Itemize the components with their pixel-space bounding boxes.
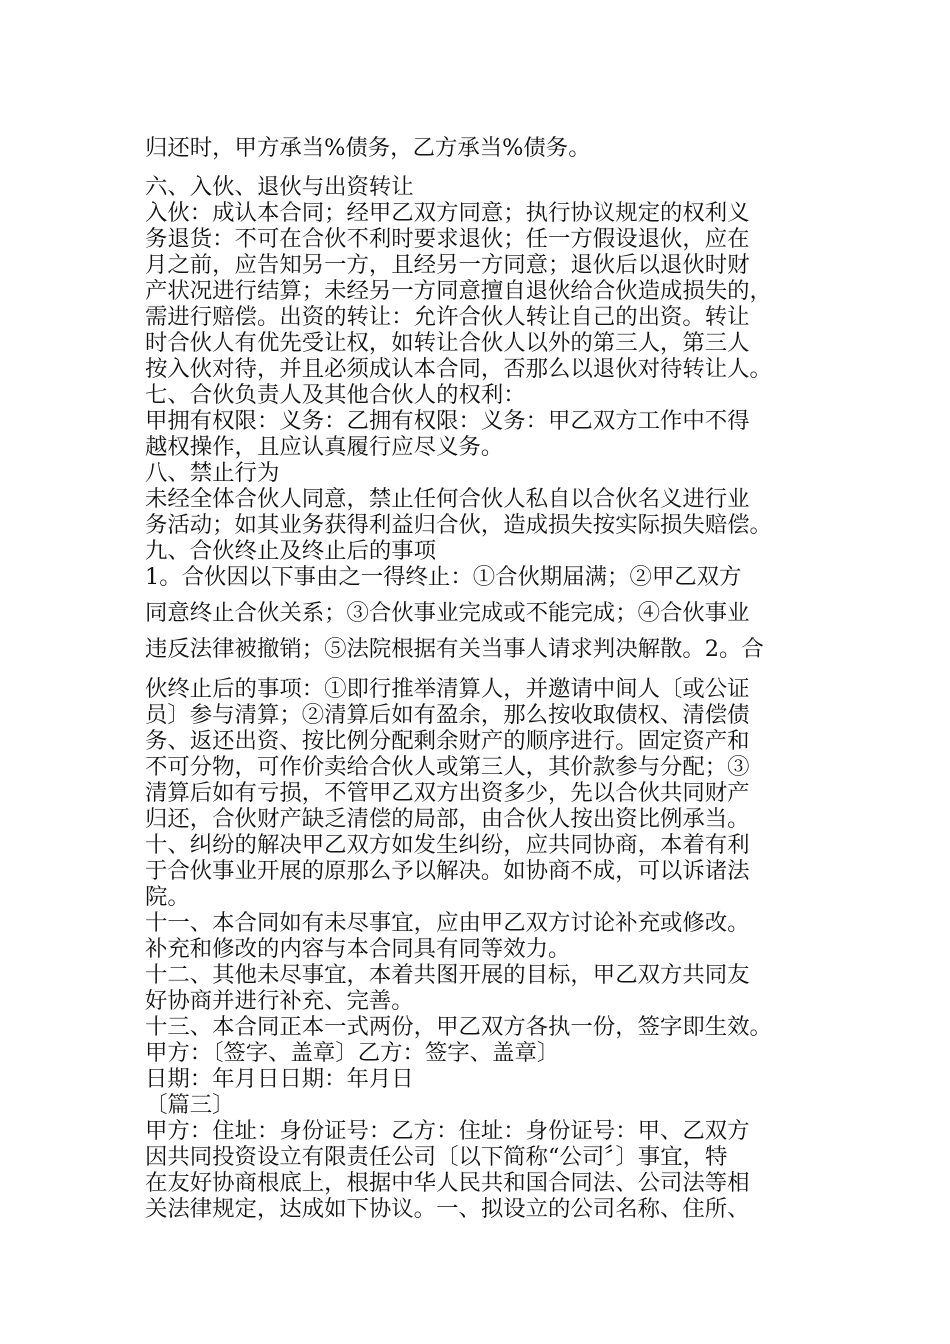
text-line: 务退货：不可在合伙不利时要求退伙；任一方假设退伙，应在 bbox=[145, 226, 750, 252]
text-line: 务、返还出资、按比例分配剩余财产的顺序进行。固定资产和 bbox=[145, 728, 750, 754]
text-line: 月之前，应告知另一方，且经另一方同意；退伙后以退伙时财 bbox=[145, 252, 750, 278]
text-line: 因共同投资设立有限责任公司〔以下简称“公司〞〕事宜，特 bbox=[145, 1144, 728, 1170]
section-heading: 十、纠纷的解决甲乙双方如发生纠纷，应共同协商，本着有利 bbox=[145, 832, 750, 858]
text-line: 院。 bbox=[145, 884, 190, 910]
text-line: 归还，合伙财产缺乏清偿的局部，由合伙人按出资比例承当。 bbox=[145, 806, 750, 832]
section-heading: 八、禁止行为 bbox=[145, 460, 280, 486]
section-heading: 十三、本合同正本一式两份，甲乙双方各执一份，签字即生效。 bbox=[145, 1014, 772, 1040]
signature-line: 甲方：〔签字、盖章〕乙方：签字、盖章〕 bbox=[145, 1040, 560, 1066]
date-line: 日期：年月日日期：年月日 bbox=[145, 1066, 414, 1092]
section-heading: 十一、本合同如有未尽事宜，应由甲乙双方讨论补充或修改。 bbox=[145, 910, 750, 936]
text-line: 入伙：成认本合同；经甲乙双方同意；执行协议规定的权利义 bbox=[145, 200, 750, 226]
part-heading: 〔篇三〕 bbox=[145, 1092, 235, 1118]
text-line: 好协商并进行补充、完善。 bbox=[145, 988, 414, 1014]
text-line: 关法律规定，达成如下协议。一、拟设立的公司名称、住所、 bbox=[145, 1196, 750, 1222]
text-line: 在友好协商根底上，根据中华人民共和国合同法、公司法等相 bbox=[145, 1170, 750, 1196]
section-heading: 十二、其他未尽事宜，本着共图开展的目标，甲乙双方共同友 bbox=[145, 962, 750, 988]
text-line: 于合伙事业开展的原那么予以解决。如协商不成，可以诉诸法 bbox=[145, 858, 750, 884]
text-line: 未经全体合伙人同意，禁止任何合伙人私自以合伙名义进行业 bbox=[145, 486, 750, 512]
text-line: 违反法律被撤销；⑤法院根据有关当事人请求判决解散。2。合 bbox=[145, 636, 764, 662]
text-line: 产状况进行结算；未经另一方同意擅自退伙给合伙造成损失的， bbox=[145, 278, 772, 304]
section-heading: 六、入伙、退伙与出资转让 bbox=[145, 174, 414, 200]
text-line: 务活动；如其业务获得利益归合伙，造成损失按实际损失赔偿。 bbox=[145, 512, 772, 538]
text-line: 1。合伙因以下事由之一得终止：①合伙期届满；②甲乙双方 bbox=[145, 564, 742, 590]
text-line: 越权操作，且应认真履行应尽义务。 bbox=[145, 434, 504, 460]
text-line: 按入伙对待，并且必须成认本合同，否那么以退伙对待转让人。 bbox=[145, 356, 772, 382]
text-line: 甲拥有权限：义务：乙拥有权限：义务：甲乙双方工作中不得 bbox=[145, 408, 750, 434]
text-line: 补充和修改的内容与本合同具有同等效力。 bbox=[145, 936, 571, 962]
text-line: 清算后如有亏损，不管甲乙双方出资多少，先以合伙共同财产 bbox=[145, 780, 750, 806]
text-line: 归还时，甲方承当%债务，乙方承当%债务。 bbox=[145, 135, 591, 161]
text-line: 同意终止合伙关系；③合伙事业完成或不能完成；④合伙事业 bbox=[145, 600, 750, 626]
text-line: 伙终止后的事项：①即行推举清算人，并邀请中间人〔或公证 bbox=[145, 676, 750, 702]
text-line: 时合伙人有优先受让权，如转让合伙人以外的第三人，第三人 bbox=[145, 330, 750, 356]
text-line: 甲方：住址：身份证号：乙方：住址：身份证号：甲、乙双方 bbox=[145, 1118, 750, 1144]
text-line: 需进行赔偿。出资的转让：允许合伙人转让自己的出资。转让 bbox=[145, 304, 750, 330]
text-line: 员〕参与清算；②清算后如有盈余，那么按收取债权、清偿债 bbox=[145, 702, 750, 728]
section-heading: 九、合伙终止及终止后的事项 bbox=[145, 538, 437, 564]
text-line: 不可分物，可作价卖给合伙人或第三人，其价款参与分配；③ bbox=[145, 754, 750, 780]
section-heading: 七、合伙负责人及其他合伙人的权利： bbox=[145, 382, 526, 408]
